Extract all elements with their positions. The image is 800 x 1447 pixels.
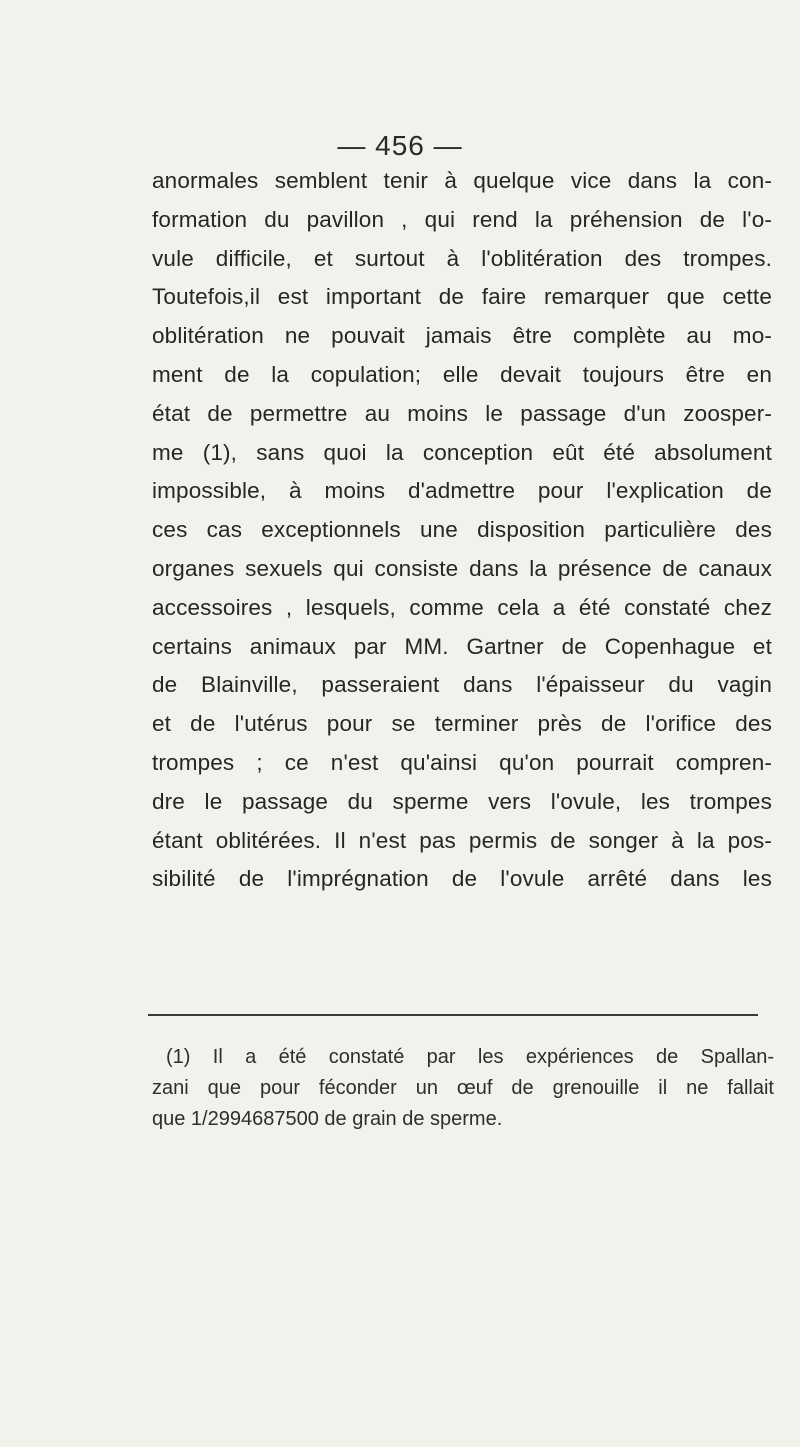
footnote-line: (1) Il a été constaté par les expériences de Spallan- bbox=[166, 1046, 774, 1068]
text-line: formation du pavillon , qui rend la préhension de l'o- bbox=[152, 206, 772, 232]
text-line: accessoires , lesquels, comme cela a été constaté chez bbox=[152, 594, 772, 620]
text-line: impossible, à moins d'admettre pour l'explication de bbox=[152, 478, 772, 504]
text-line: oblitération ne pouvait jamais être complète au mo- bbox=[152, 323, 772, 349]
text-line: organes sexuels qui consiste dans la présence de canaux bbox=[152, 555, 772, 581]
text-line: certains animaux par MM. Gartner de Copenhague et bbox=[152, 633, 772, 659]
text-line: me (1), sans quoi la conception eût été absolument bbox=[152, 439, 772, 465]
text-line: de Blainville, passeraient dans l'épaisseur du vagin bbox=[152, 672, 772, 698]
text-line: ment de la copulation; elle devait toujours être en bbox=[152, 361, 772, 387]
footnote-divider bbox=[148, 1014, 758, 1016]
footnote bbox=[152, 1042, 774, 1135]
text-line: état de permettre au moins le passage d'un zoosper- bbox=[152, 400, 772, 426]
footnote-line: que 1/2994687500 de grain de sperme. bbox=[152, 1108, 503, 1130]
text-line: dre le passage du sperme vers l'ovule, les trompes bbox=[152, 788, 772, 814]
page-number: — 456 — bbox=[337, 130, 463, 161]
text-line: anormales semblent tenir à quelque vice dans la con- bbox=[152, 168, 772, 193]
footnote-line: zani que pour féconder un œuf de grenouille il ne fallait bbox=[152, 1077, 774, 1099]
text-line: vule difficile, et surtout à l'oblitération des trompes. bbox=[152, 245, 772, 271]
text-line: et de l'utérus pour se terminer près de l'orifice des bbox=[152, 711, 772, 737]
text-line: Toutefois,il est important de faire remarquer que cette bbox=[152, 284, 772, 310]
text-line: sibilité de l'imprégnation de l'ovule arrêté dans les bbox=[152, 866, 772, 892]
text-line: étant oblitérées. Il n'est pas permis de songer à la pos- bbox=[152, 827, 772, 853]
text-line: trompes ; ce n'est qu'ainsi qu'on pourrait compren- bbox=[152, 749, 772, 775]
main-text-block bbox=[152, 162, 772, 899]
text-line: ces cas exceptionnels une disposition particulière des bbox=[152, 517, 772, 543]
